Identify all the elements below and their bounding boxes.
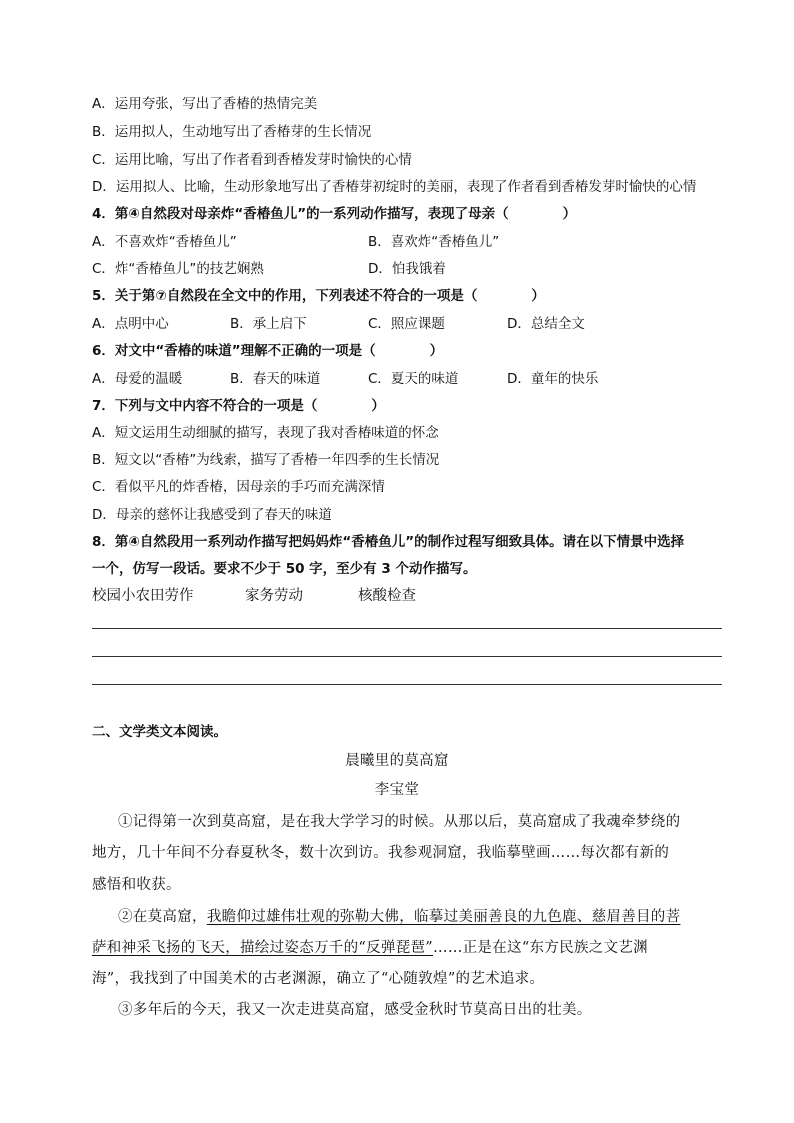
q6-option-a: A．母爱的温暖 (92, 371, 183, 387)
para2-line1-underlined: 我瞻仰过雄伟壮观的弥勒大佛，临摹过美丽善良的九色鹿、慈眉善目的菩 (206, 909, 681, 925)
q5-option-b: B．承上启下 (230, 316, 307, 332)
q6-option-d: D．童年的快乐 (507, 371, 599, 387)
q7-option-c: C．看似平凡的炸香椿，因母亲的手巧而充满深情 (92, 479, 385, 495)
para2-line1 (118, 907, 680, 927)
q4-option-b: B．喜欢炸“香椿鱼儿” (368, 234, 500, 250)
para3-line1: ③多年后的今天，我又一次走进莫高窟，感受金秋时节莫高日出的壮美。 (118, 1002, 592, 1018)
para2-line2-tail: ……正是在这“东方民族之文艺渊 (433, 940, 648, 956)
passage-author: 李宝堂 (374, 782, 420, 798)
q5-option-d: D．总结全文 (507, 316, 585, 332)
q5-stem: 5．关于第⑦自然段在全文中的作用，下列表述不符合的一项是（ ） (92, 288, 545, 304)
para2-line3: 海”，我找到了中国美术的古老渊源，确立了“心随敦煌”的艺术追求。 (92, 971, 545, 987)
q3-option-c: C．运用比喻，写出了作者看到香椿发芽时愉快的心情 (92, 152, 412, 168)
para1-line2: 地方，几十年间不分春夏秋冬，数十次到访。我参观洞窟，我临摹壁画……每次都有新的 (92, 845, 670, 861)
q7-option-a: A．短文运用生动细腻的描写，表现了我对香椿味道的怀念 (92, 425, 439, 441)
q4-option-a: A．不喜欢炸“香椿鱼儿” (92, 234, 237, 250)
q4-option-d: D．怕我饿着 (368, 261, 446, 277)
q3-option-b: B．运用拟人，生动地写出了香椿芽的生长情况 (92, 124, 372, 140)
answer-line-1[interactable] (92, 628, 722, 629)
q8-scene-housework: 家务劳动 (245, 588, 303, 604)
q8-scene-farm: 校园小农田劳作 (92, 588, 194, 604)
q6-stem: 6．对文中“香椿的味道”理解不正确的一项是（ ） (92, 343, 444, 359)
q7-option-b: B．短文以“香椿”为线索，描写了香椿一年四季的生长情况 (92, 452, 440, 468)
section-heading: 二、文学类文本阅读。 (92, 724, 227, 740)
q6-option-b: B．春天的味道 (230, 371, 321, 387)
q8-stem-line2: 一个，仿写一段话。要求不少于 50 字，至少有 3 个动作描写。 (92, 561, 477, 577)
para1-line3: 感悟和收获。 (92, 877, 181, 893)
answer-line-3[interactable] (92, 684, 722, 685)
answer-line-2[interactable] (92, 656, 722, 657)
q8-stem-line1: 8．第④自然段用一系列动作描写把妈妈炸“香椿鱼儿”的制作过程写细致具体。请在以下情景中选择 (92, 534, 685, 550)
q5-option-c: C．照应课题 (368, 316, 445, 332)
q8-scene-test: 核酸检查 (358, 588, 416, 604)
q4-stem: 4．第④自然段对母亲炸“香椿鱼儿”的一系列动作描写，表现了母亲（ ） (92, 206, 577, 222)
q4-option-c: C．炸“香椿鱼儿”的技艺娴熟 (92, 261, 264, 277)
para1-line1: ①记得第一次到莫高窟，是在我大学学习的时候。从那以后，莫高窟成了我魂牵梦绕的 (118, 814, 681, 830)
q7-option-d: D．母亲的慈怀让我感受到了春天的味道 (92, 507, 332, 523)
q7-stem: 7．下列与文中内容不符合的一项是（ ） (92, 398, 385, 414)
q6-option-c: C．夏天的味道 (368, 371, 459, 387)
q3-option-d: D．运用拟人、比喻，生动形象地写出了香椿芽初绽时的美丽，表现了作者看到香椿发芽时愉快的心情 (92, 179, 697, 195)
passage-title: 晨曦里的莫高窟 (345, 753, 449, 769)
para2-line2 (92, 938, 648, 958)
q5-option-a: A．点明中心 (92, 316, 169, 332)
para2-line1-lead: ②在莫高窟， (118, 909, 207, 925)
para2-line2-underlined: 萨和神采飞扬的飞天，描绘过姿态万千的“反弹琵琶” (92, 940, 434, 956)
q3-option-a: A．运用夸张，写出了香椿的热情完美 (92, 96, 318, 112)
